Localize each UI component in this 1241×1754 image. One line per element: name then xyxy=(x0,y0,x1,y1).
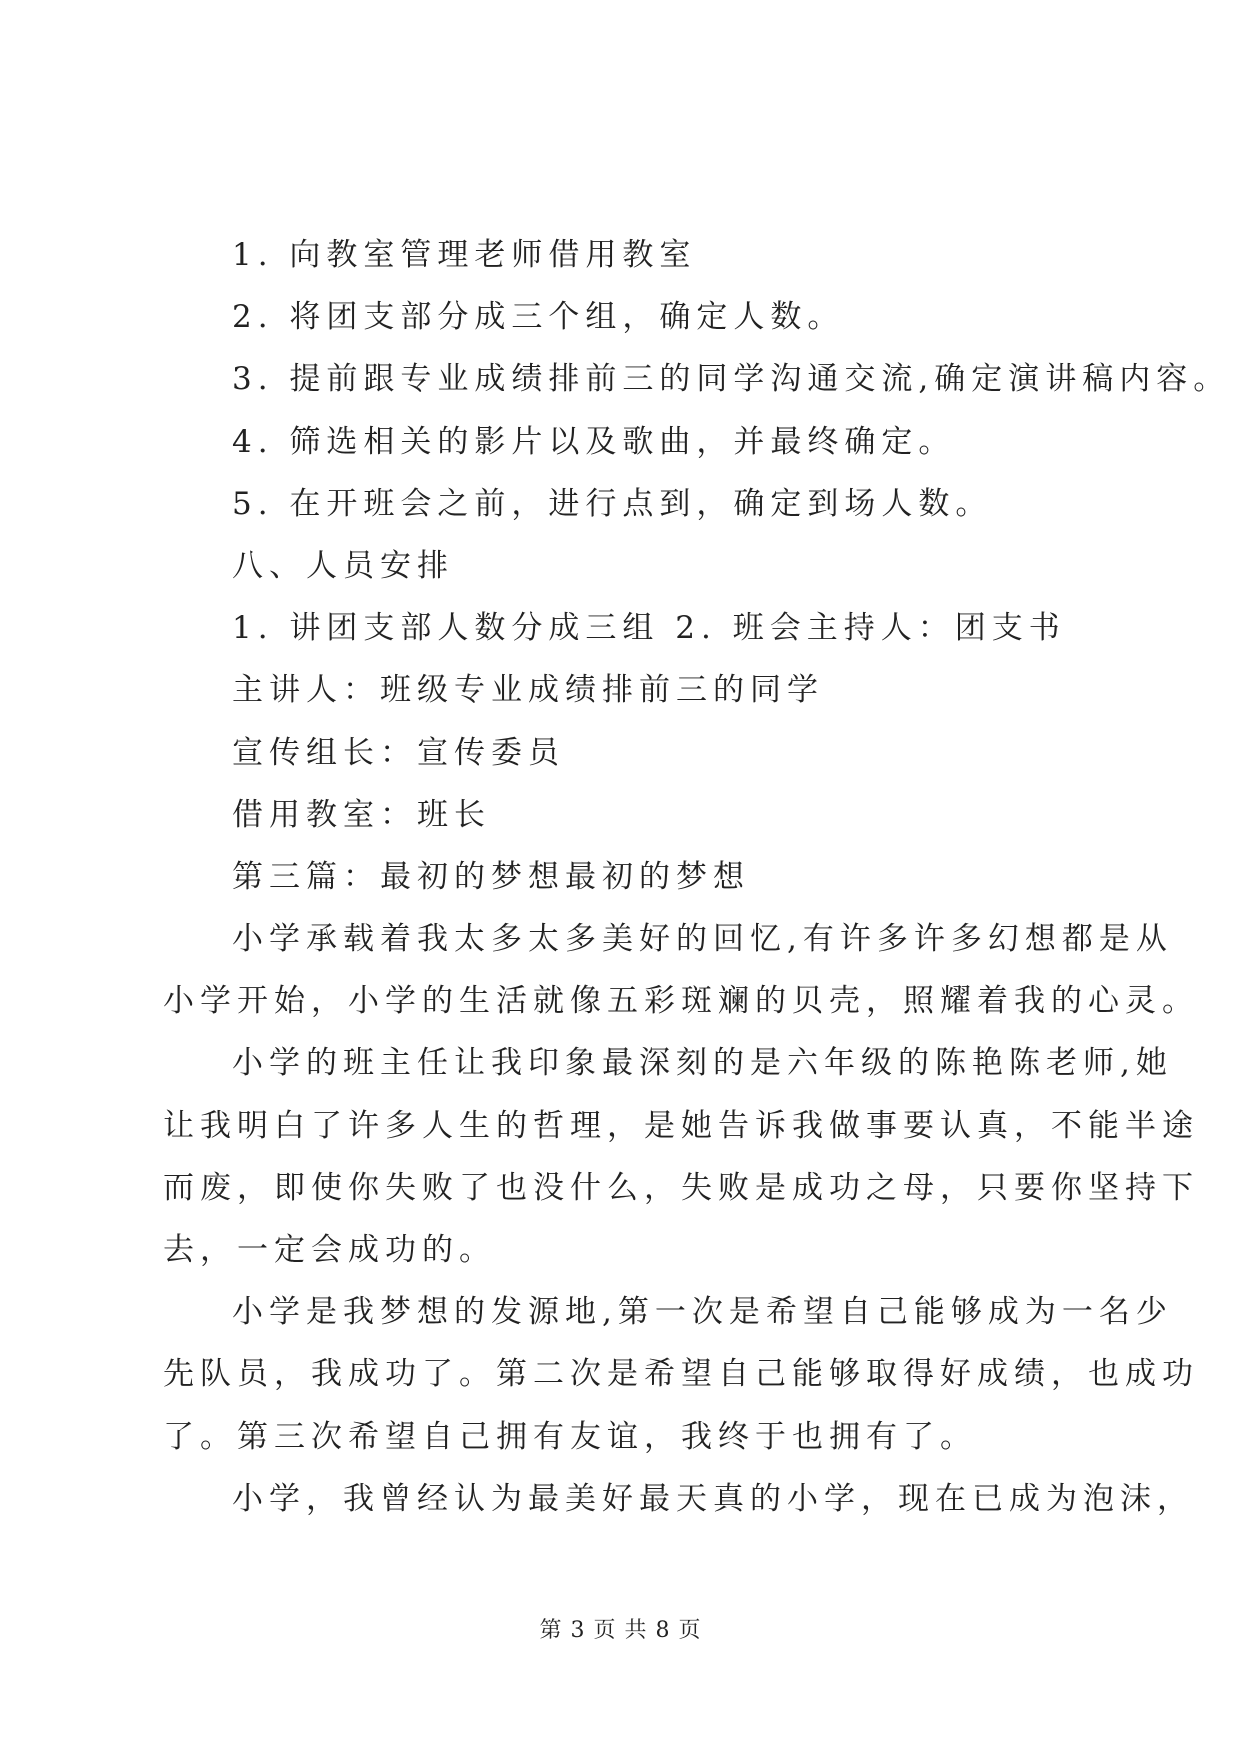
section-heading: 第三篇：最初的梦想最初的梦想 xyxy=(232,859,750,895)
text-line: 主讲人：班级专业成绩排前三的同学 xyxy=(232,672,824,708)
section-heading: 八、人员安排 xyxy=(232,548,454,584)
paragraph-line: 小学的班主任让我印象最深刻的是六年级的陈艳陈老师,她 xyxy=(232,1045,1173,1081)
text-line: 宣传组长：宣传委员 xyxy=(232,735,565,771)
paragraph-line: 先队员，我成功了。第二次是希望自己能够取得好成绩，也成功 xyxy=(163,1356,1199,1392)
paragraph-line: 小学，我曾经认为最美好最天真的小学，现在已成为泡沫， xyxy=(232,1481,1194,1517)
text-line: 借用教室：班长 xyxy=(232,797,491,833)
paragraph-line: 而废，即使你失败了也没什么，失败是成功之母，只要你坚持下 xyxy=(163,1170,1199,1206)
paragraph-line: 去，一定会成功的。 xyxy=(163,1232,496,1268)
text-line: 1. 讲团支部人数分成三组 2. 班会主持人：团支书 xyxy=(232,610,1066,646)
text-line: 2. 将团支部分成三个组，确定人数。 xyxy=(232,299,845,335)
page-number-footer: 第 3 页 共 8 页 xyxy=(539,1618,702,1643)
paragraph-line: 让我明白了许多人生的哲理，是她告诉我做事要认真，不能半途 xyxy=(163,1108,1199,1144)
paragraph-line: 小学承载着我太多太多美好的回忆,有许多许多幻想都是从 xyxy=(232,921,1173,957)
paragraph-line: 了。第三次希望自己拥有友谊，我终于也拥有了。 xyxy=(163,1419,977,1455)
paragraph-line: 小学是我梦想的发源地,第一次是希望自己能够成为一名少 xyxy=(232,1294,1173,1330)
text-line: 5. 在开班会之前，进行点到，确定到场人数。 xyxy=(232,486,993,522)
text-line: 3. 提前跟专业成绩排前三的同学沟通交流,确定演讲稿内容。 xyxy=(232,361,1231,397)
text-line: 1. 向教室管理老师借用教室 xyxy=(232,237,697,273)
text-line: 4. 筛选相关的影片以及歌曲，并最终确定。 xyxy=(232,424,956,460)
paragraph-line: 小学开始，小学的生活就像五彩斑斓的贝壳，照耀着我的心灵。 xyxy=(163,983,1199,1019)
